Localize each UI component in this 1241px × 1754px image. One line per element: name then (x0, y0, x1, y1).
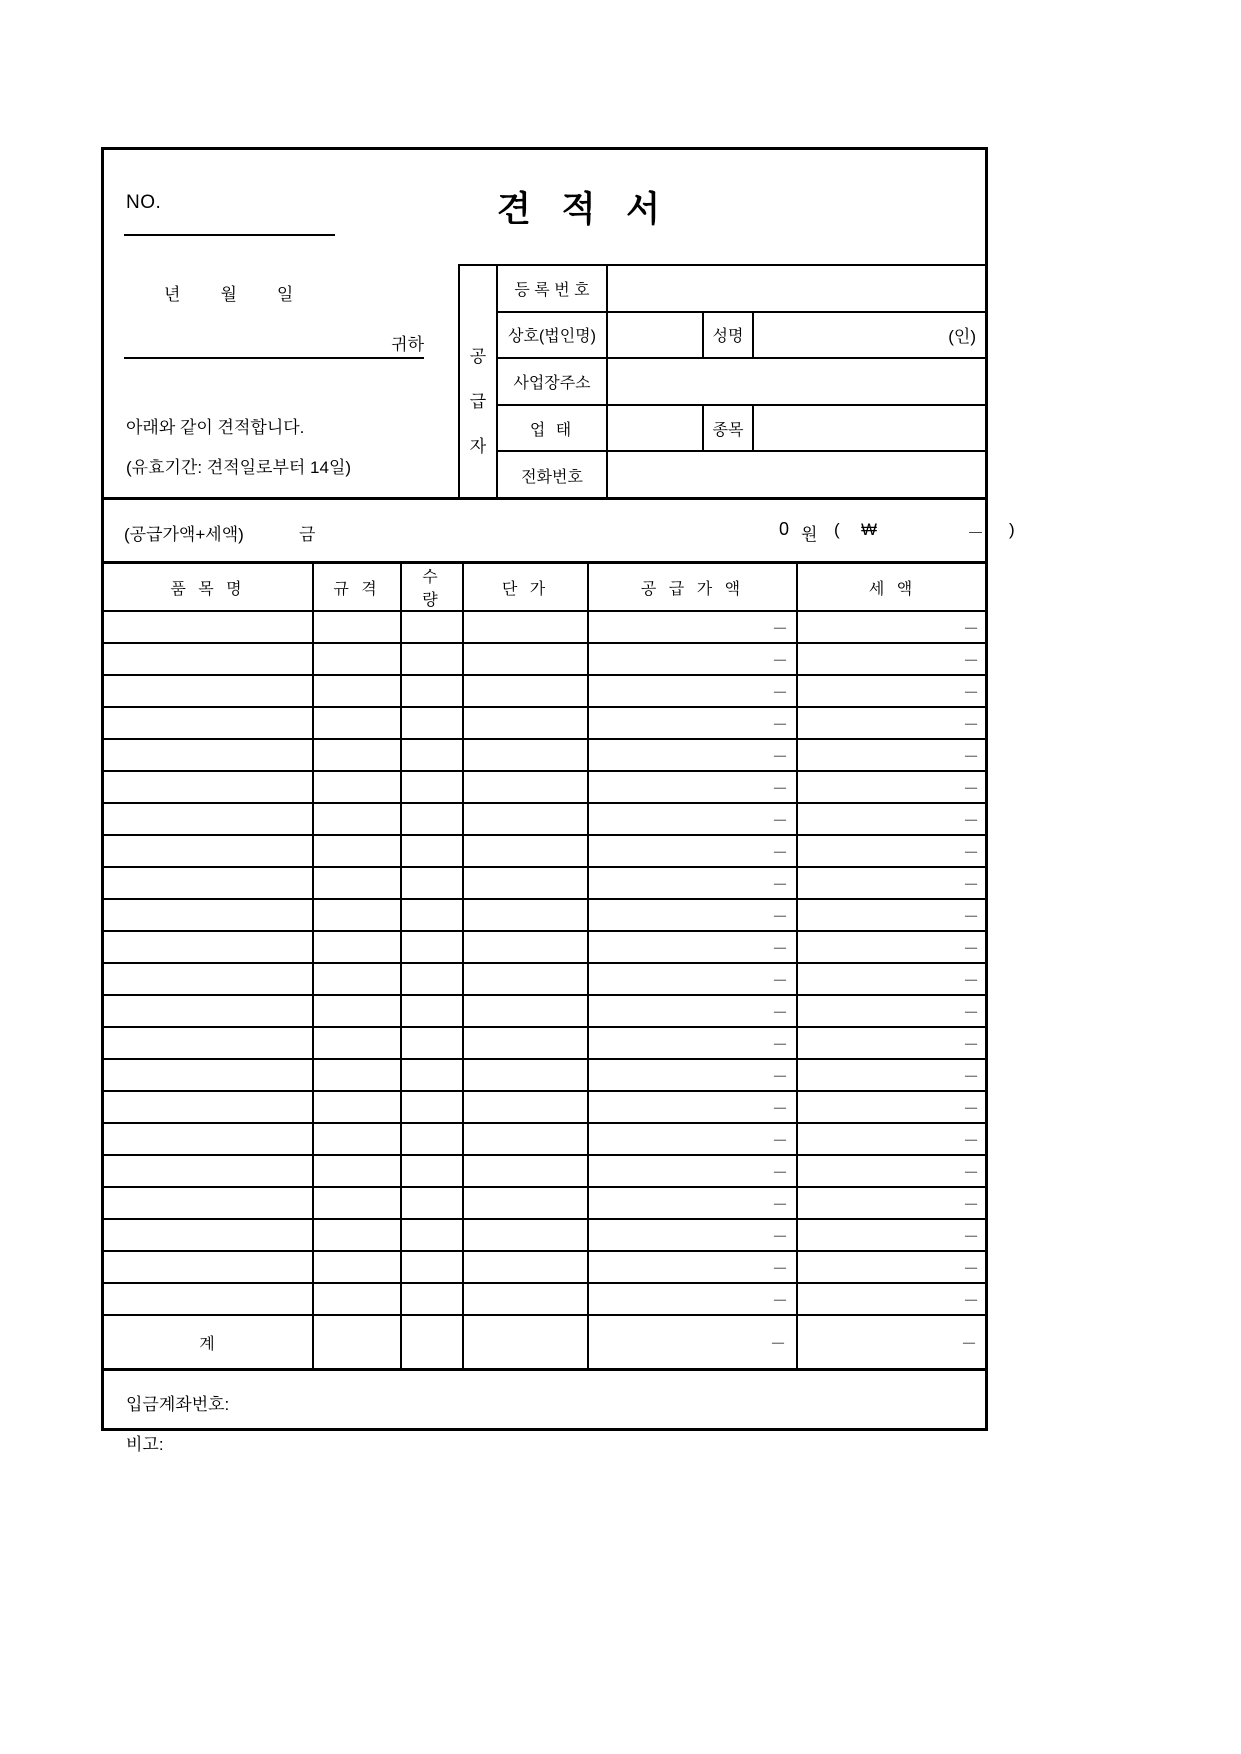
total-row-quantity (401, 1315, 463, 1369)
item-quantity-cell[interactable] (401, 611, 463, 643)
form-header (104, 150, 985, 500)
item-unit-price-cell[interactable] (463, 707, 588, 739)
business-item-field[interactable] (754, 406, 986, 451)
item-supply-amount-cell[interactable]: － (588, 1187, 797, 1219)
total-row-tax-amount: － (797, 1315, 987, 1369)
registration-number-field[interactable] (608, 266, 986, 311)
item-supply-amount-cell[interactable]: － (588, 867, 797, 899)
table-row (104, 675, 987, 707)
business-address-label: 사업장주소 (498, 359, 608, 404)
item-unit-price-cell[interactable] (463, 931, 588, 963)
item-spec-cell[interactable] (313, 931, 401, 963)
total-amount-numeric: － (967, 524, 984, 543)
item-supply-amount-cell[interactable]: － (588, 931, 797, 963)
registration-number-label: 등 록 번 호 (498, 266, 608, 311)
item-quantity-cell[interactable] (401, 1059, 463, 1091)
item-supply-amount-cell[interactable]: － (588, 899, 797, 931)
item-spec-cell[interactable] (313, 1283, 401, 1315)
item-quantity-cell[interactable] (401, 1123, 463, 1155)
table-row (104, 1283, 987, 1315)
supplier-row-phone (498, 452, 986, 499)
item-spec-cell[interactable] (313, 803, 401, 835)
table-row (104, 1251, 987, 1283)
item-name-cell[interactable] (104, 1187, 313, 1219)
table-row (104, 867, 987, 899)
business-address-field[interactable] (608, 359, 986, 404)
item-tax-amount-cell[interactable]: － (797, 1219, 987, 1251)
item-name-cell[interactable] (104, 611, 313, 643)
item-unit-price-cell[interactable] (463, 995, 588, 1027)
table-row (104, 1155, 987, 1187)
item-quantity-cell[interactable] (401, 803, 463, 835)
item-spec-cell[interactable] (313, 1251, 401, 1283)
item-spec-cell[interactable] (313, 1187, 401, 1219)
item-tax-amount-cell[interactable]: － (797, 835, 987, 867)
representative-name-field[interactable]: (인) (948, 327, 976, 347)
item-supply-amount-cell[interactable]: － (588, 611, 797, 643)
item-supply-amount-cell[interactable]: － (588, 1059, 797, 1091)
item-unit-price-cell[interactable] (463, 675, 588, 707)
item-spec-cell[interactable] (313, 643, 401, 675)
item-name-cell[interactable] (104, 1219, 313, 1251)
item-spec-cell[interactable] (313, 1059, 401, 1091)
item-tax-amount-cell[interactable]: － (797, 867, 987, 899)
item-tax-amount-cell[interactable]: － (797, 1283, 987, 1315)
item-quantity-cell[interactable] (401, 899, 463, 931)
table-row (104, 963, 987, 995)
item-supply-amount-cell[interactable]: － (588, 1283, 797, 1315)
phone-number-label: 전화번호 (498, 452, 608, 499)
item-spec-cell[interactable] (313, 739, 401, 771)
items-table (104, 564, 987, 1370)
table-row (104, 771, 987, 803)
item-quantity-cell[interactable] (401, 643, 463, 675)
item-spec-cell[interactable] (313, 1219, 401, 1251)
item-quantity-cell[interactable] (401, 1091, 463, 1123)
table-row (104, 899, 987, 931)
item-name-cell[interactable] (104, 1027, 313, 1059)
item-unit-price-cell[interactable] (463, 771, 588, 803)
item-supply-amount-cell[interactable]: － (588, 675, 797, 707)
company-name-field[interactable] (608, 313, 702, 358)
item-quantity-cell[interactable] (401, 835, 463, 867)
recipient-input-line[interactable] (124, 357, 424, 359)
supplier-info-table (458, 264, 988, 499)
supplier-row-registration (498, 266, 986, 313)
table-row (104, 1027, 987, 1059)
page-title: 견 적 서 (497, 190, 671, 229)
item-tax-amount-cell[interactable]: － (797, 611, 987, 643)
item-quantity-cell[interactable] (401, 1155, 463, 1187)
item-name-cell[interactable] (104, 995, 313, 1027)
item-supply-amount-cell[interactable]: － (588, 643, 797, 675)
column-header-item-name: 품 목 명 (104, 564, 313, 611)
item-unit-price-cell[interactable] (463, 1283, 588, 1315)
date-day-label: 일 (276, 285, 294, 304)
item-unit-price-cell[interactable] (463, 1187, 588, 1219)
item-name-cell[interactable] (104, 643, 313, 675)
item-quantity-cell[interactable] (401, 867, 463, 899)
item-name-cell[interactable] (104, 867, 313, 899)
item-unit-price-cell[interactable] (463, 835, 588, 867)
item-supply-amount-cell[interactable]: － (588, 707, 797, 739)
item-name-cell[interactable] (104, 1251, 313, 1283)
item-tax-amount-cell[interactable]: － (797, 1187, 987, 1219)
item-tax-amount-cell[interactable]: － (797, 643, 987, 675)
item-quantity-cell[interactable] (401, 931, 463, 963)
date-month-label: 월 (220, 285, 237, 304)
total-amount-row (104, 500, 1015, 564)
item-tax-amount-cell[interactable]: － (797, 803, 987, 835)
item-supply-amount-cell[interactable]: － (588, 1091, 797, 1123)
item-quantity-cell[interactable] (401, 1219, 463, 1251)
item-unit-price-cell[interactable] (463, 963, 588, 995)
item-supply-amount-cell[interactable]: － (588, 1251, 797, 1283)
total-row-label: 계 (104, 1315, 313, 1369)
item-quantity-cell[interactable] (401, 963, 463, 995)
phone-number-field[interactable] (608, 452, 986, 499)
item-tax-amount-cell[interactable]: － (797, 707, 987, 739)
amount-paren-close: ) (1009, 520, 1015, 539)
table-row (104, 995, 987, 1027)
item-unit-price-cell[interactable] (463, 1027, 588, 1059)
item-spec-cell[interactable] (313, 707, 401, 739)
item-tax-amount-cell[interactable]: － (797, 963, 987, 995)
item-tax-amount-cell[interactable]: － (797, 899, 987, 931)
column-header-tax-amount: 세 액 (797, 564, 987, 611)
supplier-fields (498, 266, 986, 499)
item-name-cell[interactable] (104, 771, 313, 803)
item-name-cell[interactable] (104, 1091, 313, 1123)
item-tax-amount-cell[interactable]: － (797, 1027, 987, 1059)
column-header-quantity: 수 량 (401, 564, 463, 611)
item-quantity-cell[interactable] (401, 995, 463, 1027)
item-spec-cell[interactable] (313, 963, 401, 995)
item-name-cell[interactable] (104, 739, 313, 771)
supplier-vertical-label (460, 266, 498, 499)
remarks-label: 비고: (126, 1435, 164, 1454)
supplier-label-char-1: 공 (469, 347, 487, 366)
item-supply-amount-cell[interactable]: － (588, 1219, 797, 1251)
item-supply-amount-cell[interactable]: － (588, 1123, 797, 1155)
items-total-row (104, 1315, 987, 1369)
table-row (104, 1187, 987, 1219)
supplier-label-char-3: 자 (469, 437, 487, 456)
supplier-label-char-2: 급 (469, 392, 487, 411)
company-name-label: 상호(법인명) (498, 313, 608, 358)
date-line (164, 280, 293, 305)
item-quantity-cell[interactable] (401, 771, 463, 803)
item-unit-price-cell[interactable] (463, 1123, 588, 1155)
item-tax-amount-cell[interactable]: － (797, 931, 987, 963)
total-amount-label: (공급가액+세액) (124, 525, 244, 544)
quotation-statement: 아래와 같이 견적합니다. (126, 418, 305, 437)
item-supply-amount-cell[interactable]: － (588, 771, 797, 803)
item-unit-price-cell[interactable] (463, 1091, 588, 1123)
item-spec-cell[interactable] (313, 771, 401, 803)
table-row (104, 611, 987, 643)
recipient-suffix-label: 귀하 (391, 335, 424, 354)
item-supply-amount-cell[interactable]: － (588, 739, 797, 771)
item-supply-amount-cell[interactable]: － (588, 1027, 797, 1059)
quotation-form (101, 147, 1015, 1454)
item-name-cell[interactable] (104, 931, 313, 963)
item-spec-cell[interactable] (313, 1091, 401, 1123)
item-spec-cell[interactable] (313, 1155, 401, 1187)
amount-prefix-label: 금 (299, 525, 316, 544)
table-row (104, 1123, 987, 1155)
item-unit-price-cell[interactable] (463, 1219, 588, 1251)
item-spec-cell[interactable] (313, 611, 401, 643)
item-name-cell[interactable] (104, 1123, 313, 1155)
item-tax-amount-cell[interactable]: － (797, 995, 987, 1027)
item-unit-price-cell[interactable] (463, 1059, 588, 1091)
item-supply-amount-cell[interactable]: － (588, 1155, 797, 1187)
item-quantity-cell[interactable] (401, 1027, 463, 1059)
item-supply-amount-cell[interactable]: － (588, 963, 797, 995)
item-tax-amount-cell[interactable]: － (797, 1123, 987, 1155)
item-name-cell[interactable] (104, 707, 313, 739)
column-header-supply-amount: 공 급 가 액 (588, 564, 797, 611)
item-unit-price-cell[interactable] (463, 867, 588, 899)
item-unit-price-cell[interactable] (463, 739, 588, 771)
item-name-cell[interactable] (104, 675, 313, 707)
item-quantity-cell[interactable] (401, 1251, 463, 1283)
table-row (104, 1091, 987, 1123)
table-row (104, 931, 987, 963)
quotation-number-input-line[interactable] (124, 234, 335, 236)
currency-unit-label: 원 (801, 525, 818, 544)
table-row (104, 643, 987, 675)
item-spec-cell[interactable] (313, 1123, 401, 1155)
items-table-header-row (104, 564, 987, 611)
item-name-cell[interactable] (104, 1059, 313, 1091)
business-type-label: 업 태 (498, 406, 608, 451)
item-tax-amount-cell[interactable]: － (797, 739, 987, 771)
item-tax-amount-cell[interactable]: － (797, 1059, 987, 1091)
business-type-field[interactable] (608, 406, 702, 451)
item-quantity-cell[interactable] (401, 739, 463, 771)
table-row (104, 1219, 987, 1251)
item-unit-price-cell[interactable] (463, 643, 588, 675)
item-spec-cell[interactable] (313, 1027, 401, 1059)
item-unit-price-cell[interactable] (463, 1251, 588, 1283)
item-tax-amount-cell[interactable]: － (797, 1251, 987, 1283)
item-spec-cell[interactable] (313, 867, 401, 899)
representative-name-label: 성명 (702, 313, 754, 358)
item-unit-price-cell[interactable] (463, 899, 588, 931)
date-year-label: 년 (164, 285, 181, 304)
item-name-cell[interactable] (104, 803, 313, 835)
supplier-row-company (498, 313, 986, 360)
item-unit-price-cell[interactable] (463, 611, 588, 643)
column-header-spec: 규 격 (313, 564, 401, 611)
form-footer (104, 1368, 985, 1463)
item-spec-cell[interactable] (313, 675, 401, 707)
item-unit-price-cell[interactable] (463, 1155, 588, 1187)
item-quantity-cell[interactable] (401, 1283, 463, 1315)
item-name-cell[interactable] (104, 835, 313, 867)
item-supply-amount-cell[interactable]: － (588, 835, 797, 867)
total-row-unit-price (463, 1315, 588, 1369)
bank-account-label: 입금계좌번호: (126, 1395, 230, 1414)
table-row (104, 803, 987, 835)
table-row (104, 739, 987, 771)
item-name-cell[interactable] (104, 1283, 313, 1315)
item-unit-price-cell[interactable] (463, 803, 588, 835)
total-row-supply-amount: － (588, 1315, 797, 1369)
quotation-number-label: NO. (126, 192, 162, 213)
item-supply-amount-cell[interactable]: － (588, 995, 797, 1027)
total-amount-value: 0 (778, 519, 789, 539)
table-row (104, 707, 987, 739)
column-header-unit-price: 단 가 (463, 564, 588, 611)
supplier-row-business-type (498, 406, 986, 453)
item-name-cell[interactable] (104, 963, 313, 995)
item-tax-amount-cell[interactable]: － (797, 1155, 987, 1187)
item-tax-amount-cell[interactable]: － (797, 1091, 987, 1123)
item-supply-amount-cell[interactable]: － (588, 803, 797, 835)
table-row (104, 1059, 987, 1091)
items-table-body (104, 611, 987, 1315)
item-spec-cell[interactable] (313, 995, 401, 1027)
amount-paren-open: ( (834, 520, 840, 539)
item-quantity-cell[interactable] (401, 1187, 463, 1219)
table-row (104, 835, 987, 867)
item-tax-amount-cell[interactable]: － (797, 771, 987, 803)
validity-note: (유효기간: 견적일로부터 14일) (126, 458, 352, 477)
item-name-cell[interactable] (104, 899, 313, 931)
item-spec-cell[interactable] (313, 899, 401, 931)
item-quantity-cell[interactable] (401, 707, 463, 739)
business-item-label: 종목 (702, 406, 754, 451)
item-spec-cell[interactable] (313, 835, 401, 867)
won-symbol-icon: ₩ (861, 520, 878, 539)
item-quantity-cell[interactable] (401, 675, 463, 707)
total-row-spec (313, 1315, 401, 1369)
supplier-row-address (498, 359, 986, 406)
item-name-cell[interactable] (104, 1155, 313, 1187)
item-tax-amount-cell[interactable]: － (797, 675, 987, 707)
